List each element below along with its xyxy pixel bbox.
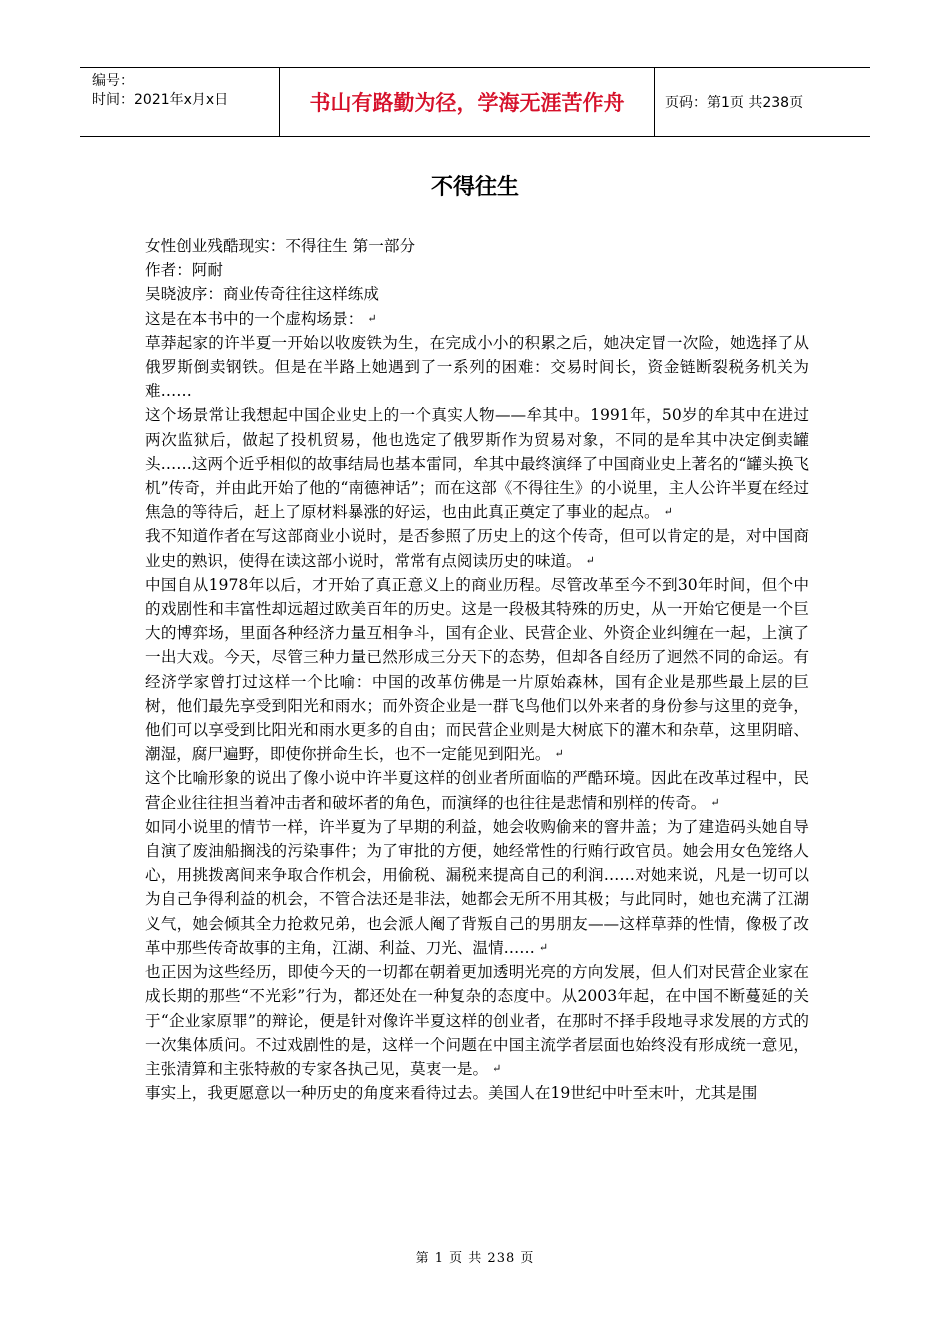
paragraph-mark-icon: ↵ xyxy=(367,311,377,325)
paragraph-mark-icon: ↵ xyxy=(710,795,720,809)
header-motto: 书山有路勤为径，学海无涯苦作舟 xyxy=(280,68,655,136)
header-meta xyxy=(80,68,280,136)
header-page-info: 页码：第1页 共238页 xyxy=(665,95,804,111)
document-title: 不得往生 xyxy=(430,175,519,200)
paragraph: 事实上，我更愿意以一种历史的角度来看待过去。美国人在19世纪中叶至末叶，尤其是围 xyxy=(145,1084,758,1103)
paragraph: 中国自从1978年以后，才开始了真正意义上的商业历程。尽管改革至今不到30年时间，但个中的戏剧性和丰富性却远超过欧美百年的历史。这是一段极其特殊的历史，从一开始它便是一个巨大的博弈场，里面各种经济力量互相争斗，国有企业、民营企业、外资企业纠缠在一起，上演了一出大戏。今天，尽管三种力量已然形成三分天下的态势，但却各自经历了迥然不同的命运。有经济学家曾打过这样一个比喻：中国的改革仿佛是一片原始森林，国有企业是那些最上层的巨树，他们最先享受到阳光和雨水；而外资企业是一群飞鸟他们以外来者的身份参与这里的竞争，他们可以享受到比阳光和雨水更多的自由；而民营企业则是大树底下的灌木和杂草，这里阴暗、潮湿，腐尸遍野，即使你拼命生长，也不一定能见到阳光。 ↵ xyxy=(145,575,809,764)
paragraph: 这个比喻形象的说出了像小说中许半夏这样的创业者所面临的严酷环境。因此在改革过程中，民营企业往往担当着冲击者和破坏者的角色，而演绎的也往往是悲情和别样的传奇。 ↵ xyxy=(145,769,809,812)
document-number-label: 编号： xyxy=(92,73,134,89)
paragraph: 我不知道作者在写这部商业小说时，是否参照了历史上的这个传奇，但可以肯定的是，对中国商业史的熟识，使得在读这部小说时，常常有点阅读历史的味道。 ↵ xyxy=(145,527,809,570)
paragraph: 草莽起家的许半夏一开始以收废铁为生，在完成小小的积累之后，她决定冒一次险，她选择了从俄罗斯倒卖钢铁。但是在半路上她遇到了一系列的困难：交易时间长，资金链断裂税务机关为难…… xyxy=(145,333,809,401)
paragraph: 吴晓波序：商业传奇往往这样练成 xyxy=(145,285,379,304)
paragraph-mark-icon: ↵ xyxy=(538,940,549,954)
page-header xyxy=(80,67,870,137)
paragraph: 如同小说里的情节一样，许半夏为了早期的利益，她会收购偷来的窨井盖；为了建造码头她自导自演了废油船搁浅的污染事件；为了审批的方便，她经常性的行贿行政官员。她会用女色笼络人心，用挑拨离间来争取合作机会，用偷税、漏税来提高自己的利润……对她来说，凡是一切可以为自己争得利益的机会，不管合法还是非法，她都会无所不用其极；与此同时，她也充满了江湖义气，她会倾其全力抢救兄弟，也会派人阉了背叛自己的男朋友——这样草莽的性情，像极了改革中那些传奇故事的主角，江湖、利益、刀光、温情…… ↵ xyxy=(145,817,809,957)
paragraph-mark-icon: ↵ xyxy=(663,505,673,519)
paragraph: 也正因为这些经历，即使今天的一切都在朝着更加透明光亮的方向发展，但人们对民营企业家在成长期的那些“不光彩”行为，都还处在一种复杂的态度中。从2003年起，在中国不断蔓延的关于“企业家原罪”的辩论，便是针对像许半夏这样的创业者，在那时不择手段地寻求发展的方式的一次集体质问。不过戏剧性的是，这样一个问题在中国主流学者层面也始终没有形成统一意见，主张清算和主张特赦的专家各执己见，莫衷一是。 ↵ xyxy=(145,963,809,1078)
paragraph-mark-icon: ↵ xyxy=(492,1061,502,1075)
paragraph: 女性创业残酷现实：不得往生 第一部分 xyxy=(145,237,416,255)
paragraph-mark-icon: ↵ xyxy=(585,553,595,567)
page-footer: 第 1 页 共 238 页 xyxy=(415,1251,535,1266)
paragraph: 这是在本书中的一个虚构场景： ↵ xyxy=(145,309,377,328)
document-body xyxy=(145,234,809,1105)
document-time-label: 时间：2021年x月x日 xyxy=(92,92,229,108)
paragraph: 作者：阿耐 xyxy=(145,261,223,280)
paragraph: 这个场景常让我想起中国企业史上的一个真实人物——牟其中。1991年，50岁的牟其中在进过两次监狱后，做起了投机贸易，他也选定了俄罗斯作为贸易对象，不同的是牟其中决定倒卖罐头……这两个近乎相似的故事结局也基本雷同，牟其中最终演绎了中国商业史上著名的“罐头换飞机”传奇，并由此开始了他的“南德神话”；而在这部《不得往生》的小说里，主人公许半夏在经过焦急的等待后，赶上了原材料暴涨的好运，也由此真正奠定了事业的起点。 ↵ xyxy=(145,406,809,522)
paragraph-mark-icon: ↵ xyxy=(554,747,564,761)
